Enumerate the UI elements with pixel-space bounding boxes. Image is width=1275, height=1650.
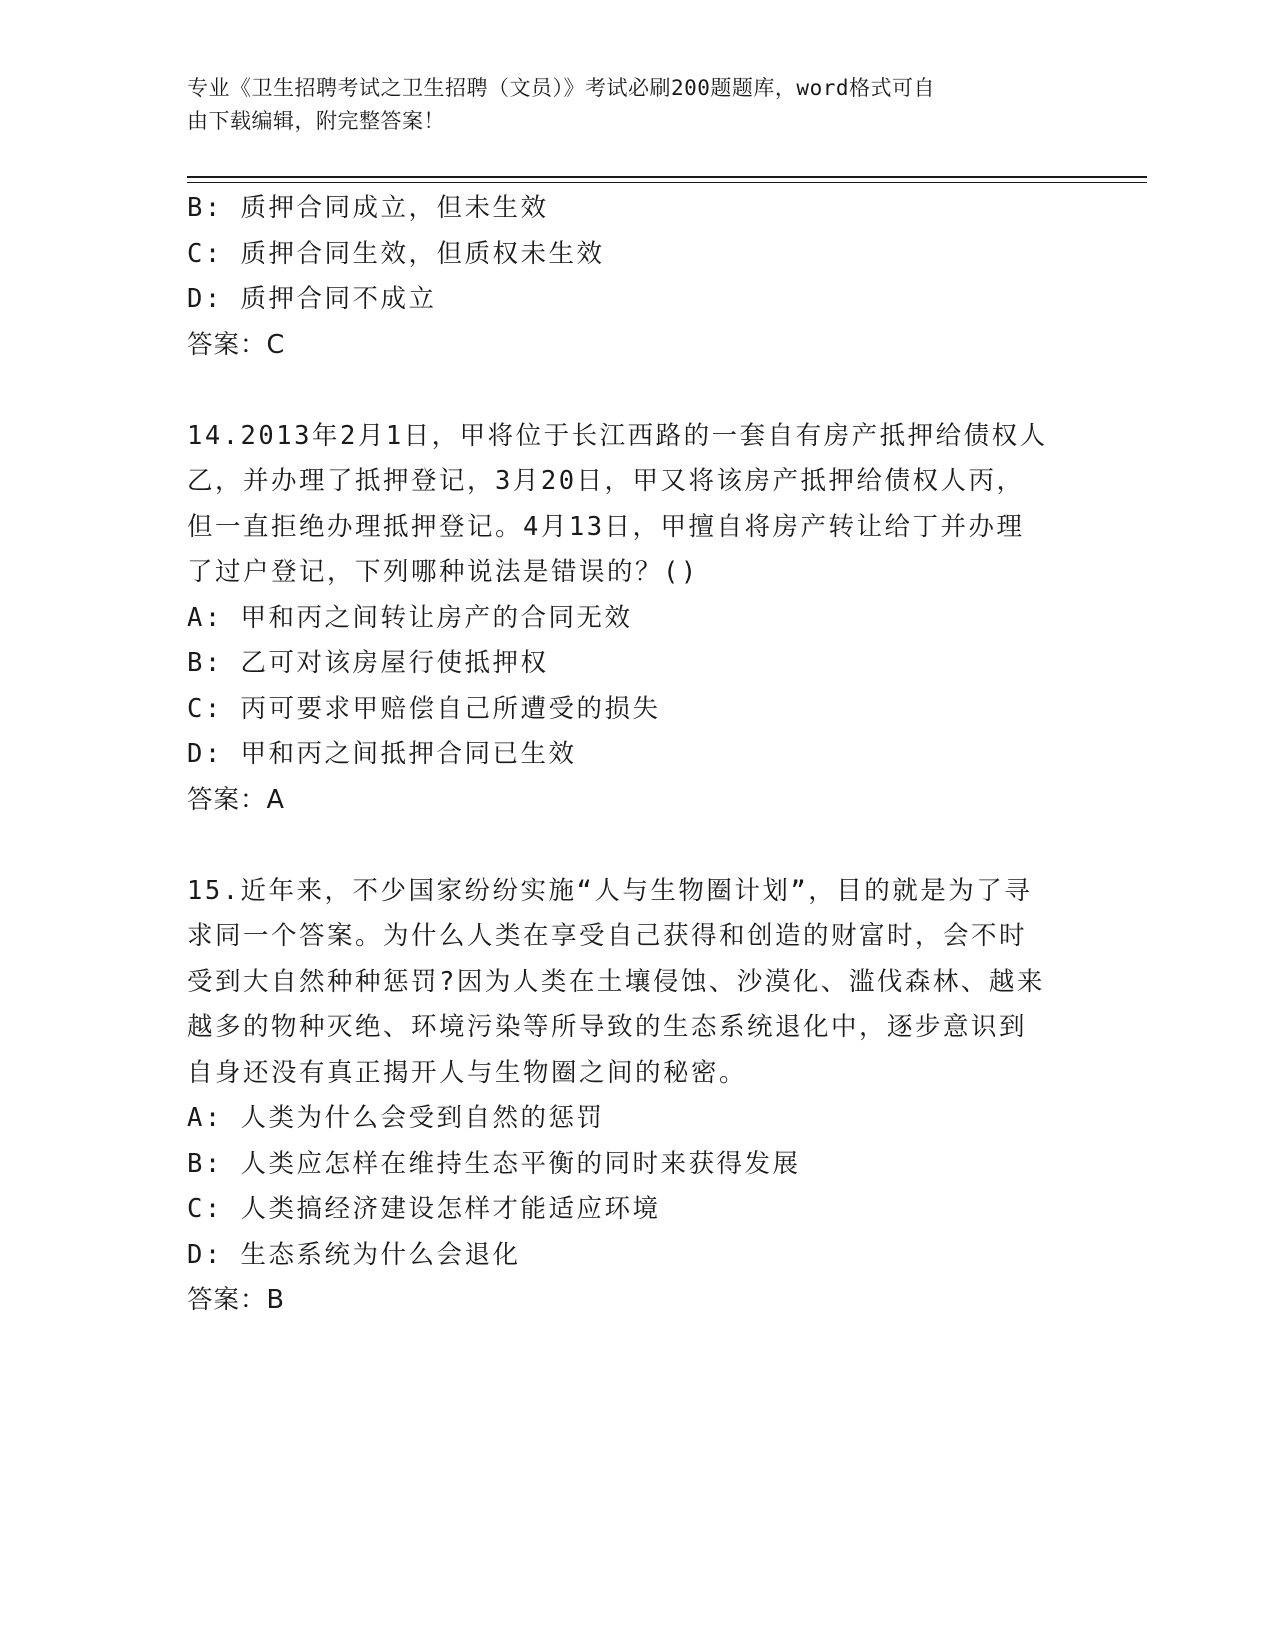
question-text-line: 15.近年来，不少国家纷纷实施“人与生物圈计划”，目的就是为了寻 — [187, 875, 1033, 906]
option-c: C: 质押合同生效，但质权未生效 — [187, 238, 605, 269]
header-divider-thick — [187, 176, 1147, 178]
question-text-line: 自身还没有真正揭开人与生物圈之间的秘密。 — [187, 1057, 748, 1088]
answer-label: 答案：C — [187, 329, 286, 360]
answer-label: 答案：A — [187, 784, 285, 815]
question-content — [187, 186, 1077, 1324]
option-b: B: 质押合同成立，但未生效 — [187, 193, 549, 223]
question-13 — [187, 186, 1077, 368]
option-b: B: 人类应怎样在维持生态平衡的同时来获得发展 — [187, 1148, 801, 1179]
question-15 — [187, 869, 1077, 1324]
question-text-line: 14.2013年2月1日，甲将位于长江西路的一套自有房产抵押给债权人 — [187, 420, 1048, 451]
question-text-line: 求同一个答案。为什么人类在享受自己获得和创造的财富时，会不时 — [187, 921, 1028, 951]
header-divider-thin — [187, 182, 1147, 183]
option-d: D: 甲和丙之间抵押合同已生效 — [187, 739, 577, 769]
question-14 — [187, 414, 1077, 824]
header-line-2: 由下载编辑，附完整答案！ — [187, 109, 445, 133]
question-text-line: 越多的物种灭绝、环境污染等所导致的生态系统退化中，逐步意识到 — [187, 1012, 1028, 1042]
option-d: D: 质押合同不成立 — [187, 284, 437, 314]
option-a: A: 人类为什么会受到自然的惩罚 — [187, 1103, 605, 1133]
header-line-1: 专业《卫生招聘考试之卫生招聘（文员）》考试必刷200题题库，word格式可自 — [187, 76, 935, 100]
question-text-line: 乙，并办理了抵押登记，3月20日，甲又将该房产抵押给债权人丙， — [187, 466, 1025, 496]
option-d: D: 生态系统为什么会退化 — [187, 1239, 521, 1270]
option-c: C: 人类搞经济建设怎样才能适应环境 — [187, 1194, 661, 1224]
option-b: B: 乙可对该房屋行使抵押权 — [187, 648, 549, 678]
question-text-line: 但一直拒绝办理抵押登记。4月13日，甲擅自将房产转让给丁并办理 — [187, 511, 1025, 542]
question-text-line: 受到大自然种种惩罚?因为人类在土壤侵蚀、沙漠化、滥伐森林、越来 — [187, 966, 1045, 997]
option-c: C: 丙可要求甲赔偿自己所遭受的损失 — [187, 693, 661, 724]
question-text-line: 了过户登记，下列哪种说法是错误的？() — [187, 557, 699, 587]
answer-label: 答案：B — [187, 1285, 285, 1315]
option-a: A: 甲和丙之间转让房产的合同无效 — [187, 602, 633, 633]
document-header — [187, 72, 1067, 138]
